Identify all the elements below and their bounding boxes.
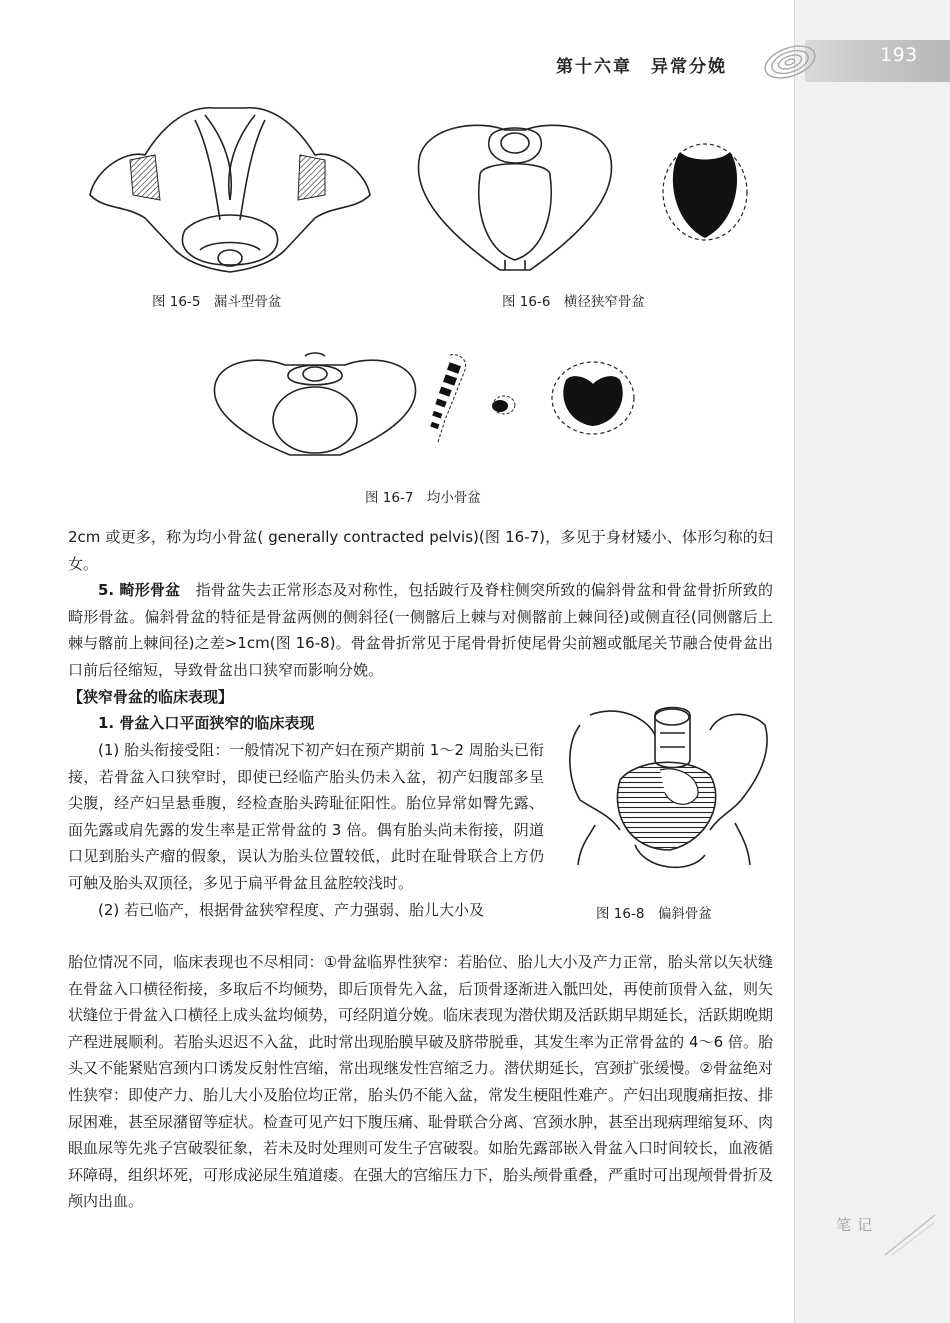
paragraph-labor-onset-first: (2) 若已临产，根据骨盆狭窄程度、产力强弱、胎儿大小及	[98, 900, 485, 919]
swirl-decoration-icon	[760, 40, 820, 85]
figure-16-7-contracted-pelvis	[210, 350, 420, 460]
deformed-pelvis-text: 指骨盆失去正常形态及对称性，包括跛行及脊柱侧突所致的偏斜骨盆和骨盆骨折所致的畸形骨盆。偏斜骨盆的特征是骨盆两侧的侧斜径(一侧髂后上棘与对侧髂前上棘间径)或侧直径(同侧髂后上棘与髂前上棘间径)之差>1cm(图 16-8)。骨盆骨折常见于尾骨骨折使尾骨尖前翘或骶尾关节融合使骨盆出口前后径缩短，导致骨盆出口狭窄而影响分娩。	[68, 581, 774, 679]
page-number: 193	[880, 44, 918, 66]
figure-16-5-caption: 图 16-5 漏斗型骨盆	[152, 294, 282, 310]
figure-16-8-oblique-pelvis	[560, 705, 775, 895]
section-heading: 【狭窄骨盆的临床表现】	[68, 687, 234, 706]
figure-16-6-inlet-shape	[655, 140, 755, 245]
deformed-pelvis-label: 5. 畸形骨盆	[98, 581, 181, 600]
figure-16-6-transverse-pelvis	[410, 115, 620, 275]
chapter-title: 第十六章 异常分娩	[556, 57, 727, 77]
paragraph-labor-onset-rest: 胎位情况不同，临床表现也不尽相同：①骨盆临界性狭窄：若胎位、胎儿大小及产力正常，胎头常以矢状缝在骨盆入口横径衔接，多取后不均倾势，即后顶骨先入盆，后顶骨逐渐进入骶凹处，再使前顶骨入盆，则矢状缝位于骨盆入口横径上成头盆均倾势，可经阴道分娩。临床表现为潜伏期及活跃期早期延长，活跃期晚期产程进展顺利。若胎头迟迟不入盆，此时常出现胎膜早破及脐带脱垂，其发生率为正常骨盆的 4～6 倍。胎头又不能紧贴宫颈内口诱发反射性宫缩，常出现继发性宫缩乏力。潜伏期延长，宫颈扩张缓慢。②骨盆绝对性狭窄：即使产力、胎儿大小及胎位均正常，胎头仍不能入盆，常发生梗阻性难产。产妇出现腹痛拒按、排尿困难，甚至尿潴留等症状。检查可见产妇下腹压痛、耻骨联合分离、宫颈水肿，甚至出现病理缩复环、肉眼血尿等先兆子宫破裂征象，若未及时处理则可发生子宫破裂。如胎先露部嵌入骨盆入口时间较长，血液循环障碍，组织坏死，可形成泌尿生殖道瘘。在强大的宫缩压力下，胎头颅骨重叠，严重时可出现颅骨骨折及颅内出血。	[68, 953, 774, 1211]
body-text-continued	[68, 949, 773, 1215]
figure-16-7-sacrum-profile	[420, 350, 530, 445]
notes-label: 笔记	[836, 1216, 879, 1234]
page-number-tab	[805, 40, 950, 82]
figure-16-7-caption: 图 16-7 均小骨盆	[365, 490, 481, 506]
figure-16-5-funnel-pelvis	[85, 100, 375, 280]
figure-16-7-inlet-shape	[548, 358, 638, 438]
paragraph-generally-contracted: 2cm 或更多，称为均小骨盆( generally contracted pelvis)(图 16-7)，多见于身材矮小、体形匀称的妇女。	[68, 528, 773, 573]
margin-divider	[794, 0, 795, 1323]
figure-16-6-caption: 图 16-6 横径狭窄骨盆	[502, 294, 645, 310]
body-text-narrow	[68, 737, 544, 923]
notes-margin	[795, 0, 950, 1323]
paragraph-engagement-obstructed: (1) 胎头衔接受阻：一般情况下初产妇在预产期前 1～2 周胎头已衔接，若骨盆入口狭窄时，即使已经临产胎头仍未入盆，初产妇腹部多呈尖腹，经产妇呈悬垂腹，经检查胎头跨耻征阳性。胎位异常如臀先露、面先露或肩先露的发生率是正常骨盆的 3 倍。偶有胎头尚未衔接，阴道口见到胎头产瘤的假象，误认为胎头位置较低，此时在耻骨联合上方仍可触及胎头双顶径，多见于扁平骨盆且盆腔较浅时。	[68, 741, 544, 892]
paragraph-deformed-pelvis	[68, 577, 773, 683]
subheading-inlet-contraction: 1. 骨盆入口平面狭窄的临床表现	[98, 714, 315, 733]
figure-16-8-caption: 图 16-8 偏斜骨盆	[596, 906, 712, 922]
pen-line-decoration	[880, 1210, 940, 1260]
